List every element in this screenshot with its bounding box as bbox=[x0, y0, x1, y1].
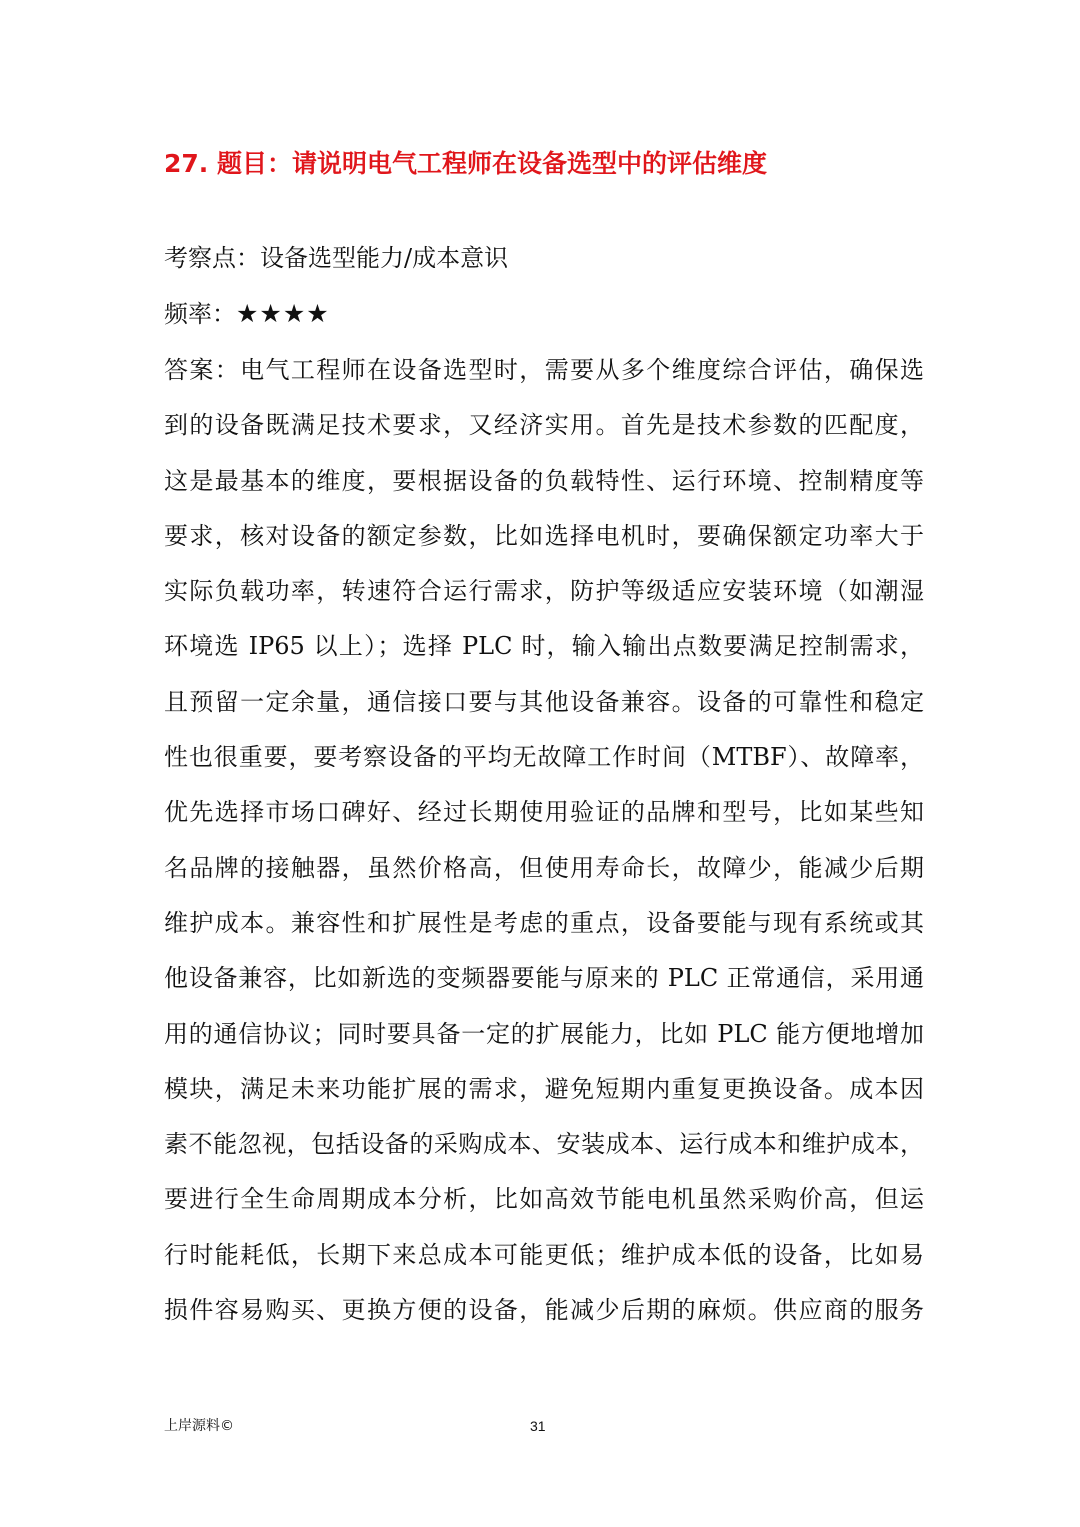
answer-line: 用的通信协议；同时要具备一定的扩展能力，比如 PLC 能方便地增加 bbox=[164, 1019, 924, 1048]
page-number: 31 bbox=[530, 1418, 546, 1434]
frequency-label: 频率： bbox=[164, 300, 236, 328]
answer-line: 性也很重要，要考察设备的平均无故障工作时间（MTBF）、故障率， bbox=[164, 743, 924, 772]
answer-line: 优先选择市场口碑好、经过长期使用验证的品牌和型号，比如某些知 bbox=[164, 798, 924, 827]
frequency-stars: ★★★★ bbox=[236, 299, 330, 328]
answer-line: 到的设备既满足技术要求，又经济实用。首先是技术参数的匹配度， bbox=[164, 411, 924, 440]
answer-line: 模块，满足未来功能扩展的需求，避免短期内重复更换设备。成本因 bbox=[164, 1074, 924, 1103]
answer-line: 名品牌的接触器，虽然价格高，但使用寿命长，故障少，能减少后期 bbox=[164, 853, 924, 882]
answer-body bbox=[164, 348, 924, 1343]
examination-point bbox=[164, 238, 924, 278]
answer-line: 要求，核对设备的额定参数，比如选择电机时，要确保额定功率大于 bbox=[164, 521, 924, 550]
answer-line: 这是最基本的维度，要根据设备的负载特性、运行环境、控制精度等 bbox=[164, 466, 924, 495]
answer-line: 答案：电气工程师在设备选型时，需要从多个维度综合评估，确保选 bbox=[164, 356, 924, 384]
answer-line: 实际负载功率，转速符合运行需求，防护等级适应安装环境（如潮湿 bbox=[164, 577, 924, 606]
answer-line: 损件容易购买、更换方便的设备，能减少后期的麻烦。供应商的服务 bbox=[164, 1296, 924, 1325]
answer-line: 素不能忽视，包括设备的采购成本、安装成本、运行成本和维护成本， bbox=[164, 1130, 924, 1159]
answer-line: 维护成本。兼容性和扩展性是考虑的重点，设备要能与现有系统或其 bbox=[164, 908, 924, 937]
answer-line: 要进行全生命周期成本分析，比如高效节能电机虽然采购价高，但运 bbox=[164, 1185, 924, 1214]
examination-point-value: 设备选型能力/成本意识 bbox=[260, 244, 509, 272]
footer-source: 上岸源料© bbox=[164, 1418, 234, 1434]
answer-line: 且预留一定余量，通信接口要与其他设备兼容。设备的可靠性和稳定 bbox=[164, 687, 924, 716]
answer-line: 他设备兼容，比如新选的变频器要能与原来的 PLC 正常通信，采用通 bbox=[164, 964, 924, 993]
answer-line: 环境选 IP65 以上）；选择 PLC 时，输入输出点数要满足控制需求， bbox=[164, 632, 924, 661]
question-title: 27. 题目：请说明电气工程师在设备选型中的评估维度 bbox=[164, 149, 767, 178]
frequency bbox=[164, 294, 924, 334]
answer-line: 行时能耗低，长期下来总成本可能更低；维护成本低的设备，比如易 bbox=[164, 1240, 924, 1269]
examination-point-label: 考察点： bbox=[164, 244, 260, 272]
